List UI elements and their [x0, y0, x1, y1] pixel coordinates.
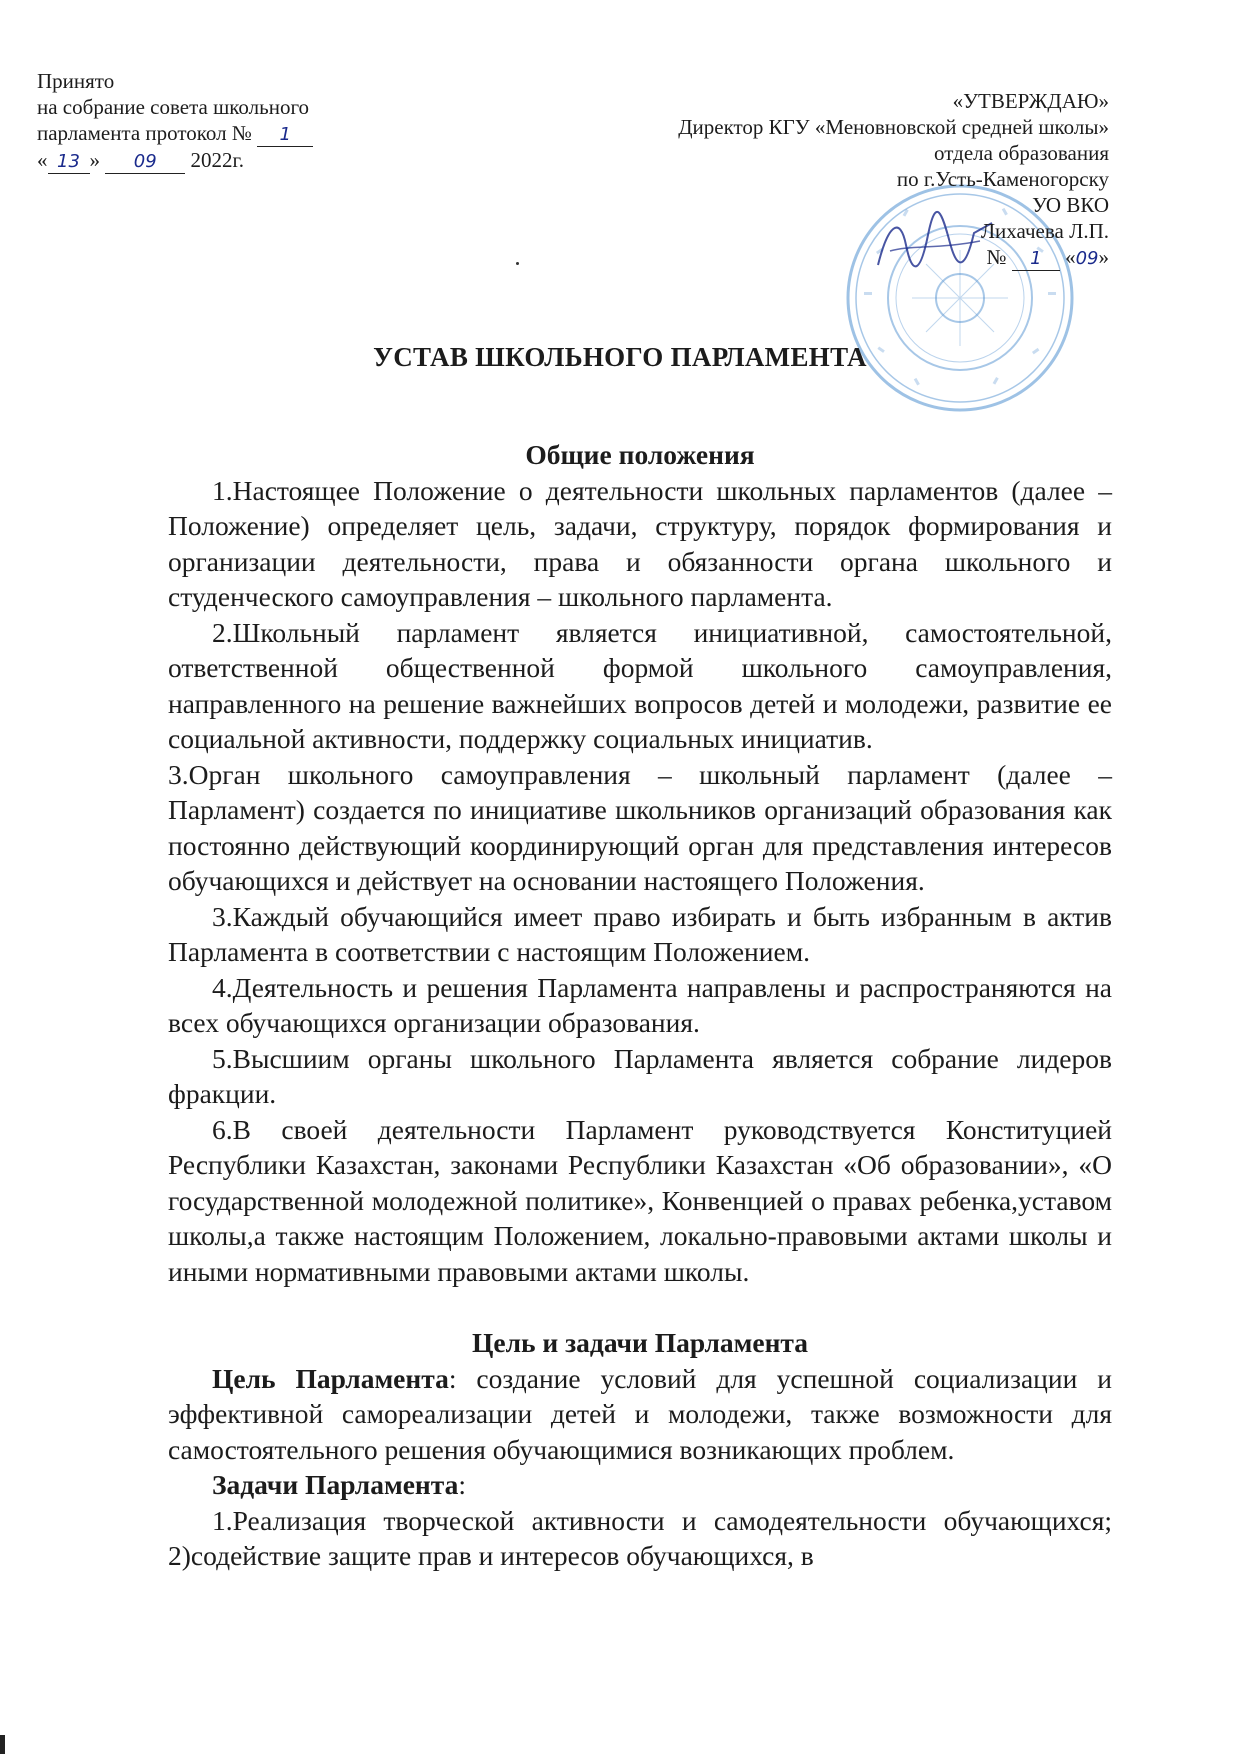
goal-paragraph [168, 1361, 1112, 1468]
tasks-heading [168, 1467, 1112, 1503]
director-name: Лихачева Л.П. [980, 219, 1109, 243]
director-title: Директор КГУ «Меновновской средней школы» [678, 115, 1109, 139]
region-line: УО ВКО [1032, 193, 1109, 217]
date-month-field [105, 149, 185, 174]
tasks-paragraph: 1.Реализация творческой активности и самодеятельности обучающихся; 2)содействие защите прав и интересов обучающихся, в [168, 1504, 1112, 1571]
paragraph-4: 3.Каждый обучающийся имеет право избирать и быть избранным в актив Парламента в соответствии с настоящим Положением. [168, 900, 1112, 967]
protocol-line [37, 120, 377, 147]
paragraph-6: 5.Высшиим органы школьного Парламента является собрание лидеров фракции. [168, 1042, 1112, 1109]
protocol-number-field [257, 122, 313, 147]
header-accepted-block [37, 68, 377, 174]
header-approval-block [549, 88, 1109, 272]
section-heading-general: Общие положения [525, 439, 755, 470]
goal-text: : создание условий для успешной социализации и эффективной самореализации детей и молодежи, также возможности для самостоятельного решения обучающимися возникающих проблем. [168, 1362, 1112, 1465]
stray-dot [516, 262, 519, 265]
paragraph-3: 3.Орган школьного самоуправления – школьный парламент (далее – Парламент) создается по инициативе школьников организаций образования как постоянно действующий координирующий орган для представления интересов обучающихся и действует на основании настоящего Положения. [168, 758, 1112, 896]
tasks-colon: : [458, 1469, 466, 1500]
section-heading-goals: Цель и задачи Парламента [471, 1327, 809, 1358]
department-line: отдела образования [934, 141, 1109, 165]
approval-number-prefix: № [986, 245, 1007, 269]
approve-label: «УТВЕРЖДАЮ» [952, 89, 1109, 113]
protocol-number-handwritten: 1 [279, 124, 291, 145]
approval-date-open-quote: « [1065, 245, 1076, 269]
accepted-council-line: на собрание совета школьного [37, 95, 310, 119]
date-year: 2022г. [190, 148, 244, 172]
date-month-handwritten: 09 [133, 151, 157, 172]
approval-number-field [1012, 246, 1060, 271]
approval-number-handwritten: 1 [1030, 248, 1042, 269]
tasks-label: Задачи Парламента [212, 1469, 459, 1500]
paragraph-5: 4.Деятельность и решения Парламента направлены и распространяются на всех обучающихся организации образования. [168, 971, 1112, 1038]
city-line: по г.Усть-Каменогорску [896, 167, 1109, 191]
accepted-date-line [37, 147, 377, 174]
date-close-quote: » [89, 148, 100, 172]
protocol-prefix: парламента протокол № [37, 121, 252, 145]
paragraph-1: 1.Настоящее Положение о деятельности школьных парламентов (далее – Положение) определяет цель, задачи, структуру, порядок формирования и организации деятельности, права и обязанности органа школьного и студенческого самоуправления – школьного парламента. [168, 474, 1112, 612]
goal-label: Цель Парламента [212, 1362, 449, 1394]
paragraph-2: 2.Школьный парламент является инициативной, самостоятельной, ответственной общественной формой школьного самоуправления, направленного на решение важнейших вопросов детей и молодежи, развитие ее социальной активности, поддержку социальных инициатив. [168, 616, 1112, 754]
scan-edge-mark [0, 1735, 5, 1754]
accepted-label: Принято [37, 69, 115, 93]
document-body [168, 437, 1112, 1574]
approval-date-handwritten: 09 [1075, 248, 1099, 269]
approval-date-close-quote: » [1098, 245, 1109, 269]
date-day-handwritten: 13 [57, 151, 80, 172]
date-open-quote: « [37, 148, 48, 172]
paragraph-7: 6.В своей деятельности Парламент руководствуется Конституцией Республики Казахстан, законами Республики Казахстан «Об образовании», «О государственной молодежной политике», Конвенцией о правах ребенка,уставом школы,а также настоящим Положением, локально-правовыми актами школы и иными нормативными правовыми актами школы. [168, 1113, 1112, 1287]
approval-number-line [549, 244, 1109, 272]
document-title: УСТАВ ШКОЛЬНОГО ПАРЛАМЕНТА [373, 342, 867, 372]
date-day-field [48, 149, 90, 174]
